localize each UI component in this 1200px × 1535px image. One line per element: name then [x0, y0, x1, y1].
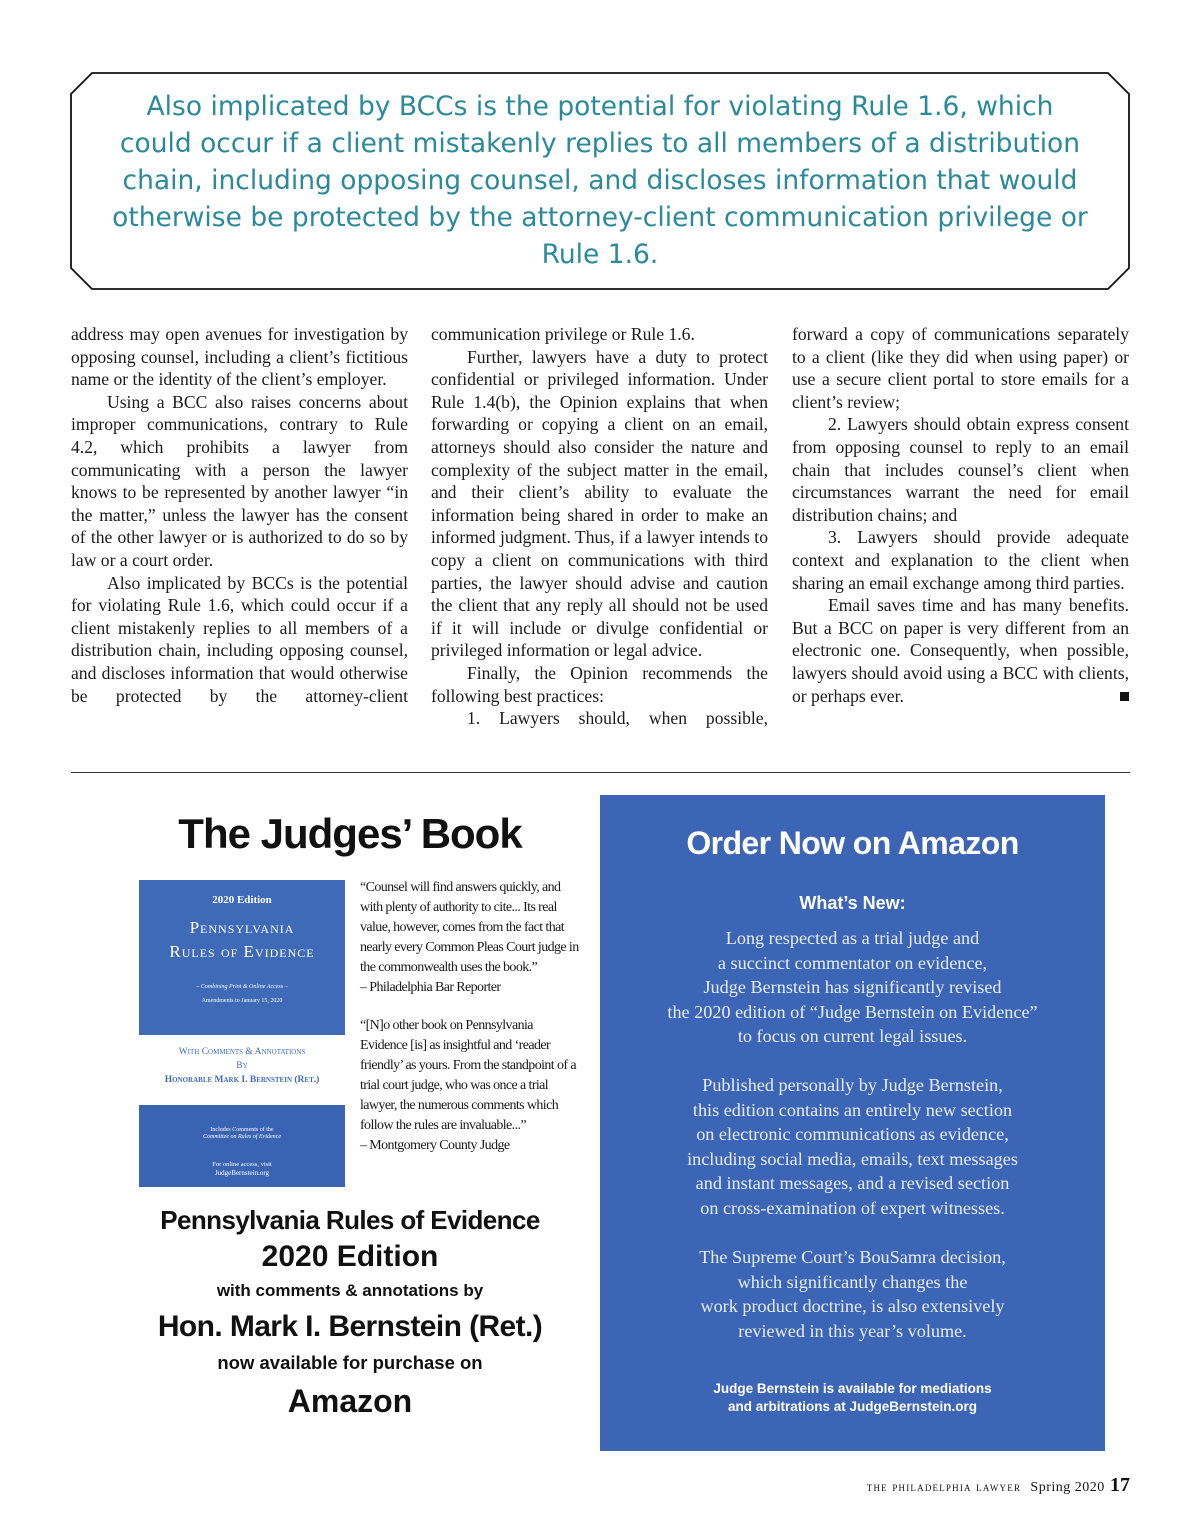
article-paragraph: Further, lawyers have a duty to protect confidential or privileged information. Under Rule 1.4(b), the Opinion explains that when forwarding or copying a client on an email, attorneys should also consider the nature and complexity of the subject matter in the email, and their client’s ability to evaluate the information being shared in order to make an informed judgment. Thus, if a lawyer intends to copy a client on communications with third parties, the lawyer should advise and caution the client that any reply all should not be used if it will include or divulge confidential or privileged information or legal advice.	[431, 346, 768, 661]
testimonial	[360, 1016, 582, 1156]
ad-line: the 2020 edition of “Judge Bernstein on Evidence”	[667, 1001, 1038, 1022]
testimonial-text: “[N]o other book on Pennsylvania Evidence [is] as insightful and ‘reader friendly’ as yours. From the standpoint of a trial court judge, who was once a trial lawyer, the numerous comments which follow the rules are invaluable...”	[360, 1018, 576, 1133]
article-list-item: 1. Lawyers should, when possible,	[467, 708, 768, 729]
order-title: Order Now on Amazon	[686, 825, 1019, 861]
section-divider	[71, 772, 1130, 773]
ad-paragraph	[620, 1245, 1085, 1343]
pull-quote-text	[95, 88, 1105, 273]
cover-with-line: With Comments & Annotations	[178, 1047, 306, 1057]
testimonial	[360, 878, 582, 998]
ad-line: this edition contains an entirely new section	[692, 1099, 1013, 1120]
article-paragraph: address may open avenues for investigation by opposing counsel, including a client’s fictitious name or the identity of the client’s employer.	[71, 324, 408, 390]
testimonial-attribution: – Montgomery County Judge	[360, 1138, 510, 1153]
article-paragraph	[792, 594, 1129, 707]
cover-title-line: Pennsylvania	[189, 918, 295, 937]
cover-by-line: By	[236, 1061, 248, 1071]
ad-footer-line: Judge Bernstein is available for mediations	[713, 1381, 992, 1396]
article-column-1	[71, 323, 408, 707]
article-paragraph: communication privilege or Rule 1.6.	[431, 324, 695, 344]
cover-top-panel	[139, 880, 345, 1035]
ad-line: Published personally by Judge Bernstein,	[702, 1075, 1003, 1095]
closing-paragraph-text: Email saves time and has many benefits. But a BCC on paper is very different from an electronic one. Consequently, when possible, lawyers should avoid using a BCC with clients, or perhaps ever.	[792, 595, 1129, 706]
availability-line: now available for purchase on	[217, 1352, 483, 1373]
ad-line: including social media, emails, text messages	[687, 1148, 1018, 1169]
book-name: Pennsylvania Rules of Evidence	[160, 1205, 540, 1235]
article-list-item: 3. Lawyers should provide adequate context and explanation to the client when sharing an email exchange among third parties.	[792, 527, 1129, 593]
book-author: Hon. Mark I. Bernstein (Ret.)	[157, 1310, 543, 1343]
pull-quote-box	[70, 72, 1130, 290]
end-of-article-icon	[1120, 692, 1129, 701]
pull-quote-line: could occur if a client mistakenly replies to all members of a distribution	[119, 128, 1081, 159]
whats-new-heading: What’s New:	[799, 893, 906, 913]
pull-quote-line: Rule 1.6.	[541, 239, 659, 270]
cover-edition: 2020 Edition	[212, 894, 272, 906]
page-number: 17	[1110, 1474, 1130, 1496]
cover-subtitle: – Combining Print & Online Access –	[196, 984, 288, 990]
article-column-2	[431, 323, 768, 730]
book-testimonials	[360, 878, 582, 1174]
cover-includes: Includes Comments of the	[210, 1127, 274, 1133]
cover-online-url: JudgeBernstein.org	[214, 1169, 270, 1177]
ad-line: work product doctrine, is also extensively	[700, 1296, 1005, 1317]
ad-footer-line: and arbitrations at JudgeBernstein.org	[727, 1399, 978, 1414]
article-column-3	[792, 323, 1129, 707]
article-paragraph: Also implicated by BCCs is the potential for violating Rule 1.6, which could occur if a client mistakenly replies to all members of a distribution chain, including opposing counsel, and discloses information that would otherwise be protected by the attorney-client	[71, 572, 408, 706]
ad-paragraph	[620, 926, 1085, 1049]
ad-title: The Judges’ Book	[178, 810, 522, 857]
pull-quote-line: otherwise be protected by the attorney-client communication privilege or	[112, 202, 1088, 233]
article-paragraph: Using a BCC also raises concerns about improper communications, contrary to Rule 4.2, which prohibits a lawyer from communicating with a person the lawyer knows to be represented by another lawyer “in the matter,” unless the lawyer has the consent of the other lawyer or is authorized to do so by law or a court order.	[71, 391, 408, 570]
book-cover-image	[139, 880, 345, 1187]
ad-line: on cross-examination of expert witnesses.	[700, 1197, 1005, 1218]
ad-line: and instant messages, and a revised section	[695, 1173, 1010, 1194]
testimonial-attribution: – Philadelphia Bar Reporter	[360, 980, 501, 995]
magazine-name: the philadelphia lawyer	[866, 1479, 1022, 1494]
article-paragraph: forward a copy of communications separately to a client (like they did when using paper) or use a secure client portal to store emails for a client’s review;	[792, 324, 1129, 412]
book-annotation-line: with comments & annotations by	[216, 1281, 484, 1300]
testimonial-text: “Counsel will find answers quickly, and with plenty of authority to cite... Its real value, however, comes from the fact that nearly every Common Pleas Court judge in the commonwealth uses the book.”	[360, 880, 579, 975]
article-paragraph: Finally, the Opinion recommends the following best practices:	[431, 662, 768, 706]
issue-season: Spring 2020	[1030, 1480, 1105, 1495]
ad-line: which significantly changes the	[737, 1271, 968, 1292]
order-now-ad	[600, 795, 1105, 1451]
ad-footer	[600, 1380, 1105, 1416]
ad-line: The Supreme Court’s BouSamra decision,	[699, 1247, 1006, 1267]
cover-includes: Committee on Rules of Evidence	[203, 1134, 281, 1140]
cover-author-panel	[139, 1035, 345, 1105]
cover-online: For online access, visit	[212, 1161, 272, 1168]
ad-line: Judge Bernstein has significantly revised	[703, 977, 1002, 998]
pull-quote-line: Also implicated by BCCs is the potential for violating Rule 1.6, which	[146, 91, 1054, 122]
ad-line: Long respected as a trial judge and	[725, 928, 980, 948]
pull-quote-line: chain, including opposing counsel, and discloses information that would	[122, 165, 1078, 196]
book-details	[130, 1203, 570, 1425]
ad-line: reviewed in this year’s volume.	[738, 1320, 967, 1341]
ad-line: to focus on current legal issues.	[737, 1026, 968, 1047]
retailer-name: Amazon	[287, 1383, 413, 1419]
ad-line: a succinct commentator on evidence,	[717, 952, 988, 973]
article-list-item: 2. Lawyers should obtain express consent from opposing counsel to reply to an email chain that includes counsel’s client when circumstances warrant the need for email distribution chains; and	[792, 414, 1129, 525]
page-footer	[867, 1474, 1130, 1497]
cover-amendments: Amendments to January 15, 2020	[201, 998, 283, 1004]
book-edition: 2020 Edition	[261, 1240, 439, 1273]
ad-paragraph	[620, 1073, 1085, 1221]
ad-line: on electronic communications as evidence,	[696, 1124, 1009, 1145]
cover-author: Honorable Mark I. Bernstein (Ret.)	[164, 1075, 320, 1085]
cover-title-line: Rules of Evidence	[169, 942, 315, 961]
